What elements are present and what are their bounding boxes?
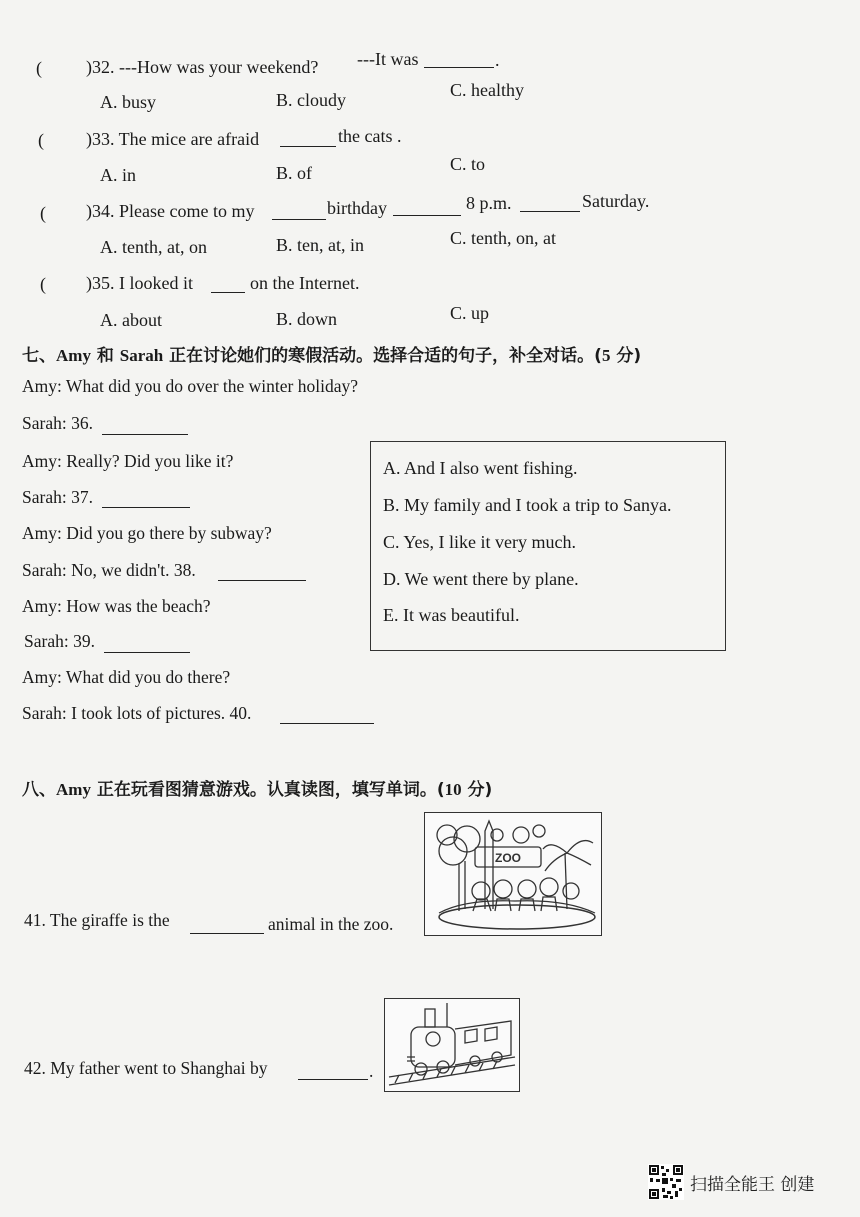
dialogue-line: Amy: Really? Did you like it?	[22, 451, 234, 471]
answer-paren: (	[40, 274, 46, 294]
heading-name: Sarah	[119, 346, 164, 365]
watermark-text: 扫描全能王 创建	[690, 1175, 815, 1195]
q39-blank[interactable]	[104, 651, 190, 653]
q41-stem-b: animal in the zoo.	[268, 914, 394, 934]
dialogue-line: Sarah: 37.	[22, 487, 93, 507]
q34-stem: )34. Please come to my	[86, 201, 255, 221]
heading-text: 分)	[461, 780, 493, 800]
heading-text: 分)	[610, 346, 642, 366]
zoo-illustration	[425, 813, 601, 935]
dialogue-line: Sarah: No, we didn't. 38.	[22, 560, 196, 580]
q35-blank[interactable]	[211, 291, 245, 293]
option-item: C. Yes, I like it very much.	[383, 532, 576, 552]
q41-blank[interactable]	[190, 932, 264, 934]
option-item: D. We went there by plane.	[383, 569, 579, 589]
q35-option-c: C. up	[450, 303, 490, 323]
dialogue-line: Sarah: I took lots of pictures. 40.	[22, 703, 252, 723]
q32-end: .	[495, 50, 500, 70]
q32-option-c: C. healthy	[450, 80, 524, 100]
q36-blank[interactable]	[102, 433, 188, 435]
heading-score: 5	[601, 346, 611, 365]
q34-blank-1[interactable]	[272, 218, 326, 220]
q37-blank[interactable]	[102, 506, 190, 508]
dialogue-line: Amy: Did you go there by subway?	[22, 523, 272, 543]
options-box	[370, 441, 726, 651]
option-item: E. It was beautiful.	[383, 605, 520, 625]
zoo-picture	[424, 812, 602, 936]
dialogue-line: Amy: What did you do over the winter holiday?	[22, 376, 358, 396]
q33-option-c: C. to	[450, 154, 486, 174]
dialogue-line: Sarah: 39.	[24, 631, 95, 651]
q42-blank[interactable]	[298, 1078, 368, 1080]
q34-stem-d: Saturday.	[582, 191, 650, 211]
heading-name: Amy	[56, 346, 91, 365]
q33-blank[interactable]	[280, 145, 336, 147]
section8-heading	[22, 775, 492, 800]
q42-stem: 42. My father went to Shanghai by	[24, 1058, 268, 1078]
q34-option-a: A. tenth, at, on	[100, 237, 207, 257]
q32-option-b: B. cloudy	[276, 90, 346, 110]
q32-blank[interactable]	[424, 66, 494, 68]
q35-stem-b: on the Internet.	[250, 273, 360, 293]
section-number: 七、	[22, 346, 56, 366]
dialogue-line: Sarah: 36.	[22, 413, 93, 433]
heading-text: 正在玩看图猜意游戏。认真读图，填写单词。(	[90, 780, 445, 800]
dialogue-line: Amy: What did you do there?	[22, 667, 231, 687]
answer-paren: (	[36, 58, 42, 78]
q34-option-b: B. ten, at, in	[276, 235, 364, 255]
qr-code-icon	[648, 1164, 684, 1200]
heading-text: 正在讨论她们的寒假活动。选择合适的句子，补全对话。(	[163, 346, 602, 366]
q32-stem-b: ---It was	[357, 49, 419, 69]
q42-end: .	[369, 1061, 374, 1081]
dialogue-line: Amy: How was the beach?	[22, 596, 211, 616]
q34-blank-3[interactable]	[520, 210, 580, 212]
section-number: 八、	[22, 780, 56, 800]
heading-score: 10	[444, 780, 462, 799]
q33-stem-b: the cats .	[338, 126, 402, 146]
answer-paren: (	[38, 130, 44, 150]
q35-stem: )35. I looked it	[86, 273, 193, 293]
q40-blank[interactable]	[280, 722, 374, 724]
q34-option-c: C. tenth, on, at	[450, 228, 556, 248]
q35-option-a: A. about	[100, 310, 162, 330]
option-item: A. And I also went fishing.	[383, 458, 578, 478]
answer-paren: (	[40, 203, 46, 223]
q34-stem-c: 8 p.m.	[466, 193, 512, 213]
q35-option-b: B. down	[276, 309, 338, 329]
q32-option-a: A. busy	[100, 92, 157, 112]
section7-heading	[22, 341, 641, 366]
scanner-watermark	[648, 1162, 848, 1202]
q41-stem: 41. The giraffe is the	[24, 910, 170, 930]
q33-option-b: B. of	[276, 163, 312, 183]
train-picture	[384, 998, 520, 1092]
heading-name: Amy	[56, 780, 91, 799]
q34-blank-2[interactable]	[393, 214, 461, 216]
q33-option-a: A. in	[100, 165, 136, 185]
option-item: B. My family and I took a trip to Sanya.	[383, 495, 672, 515]
q33-stem: )33. The mice are afraid	[86, 129, 260, 149]
zoo-sign-text: ZOO	[495, 851, 521, 865]
q34-stem-b: birthday	[327, 198, 387, 218]
heading-text: 和	[90, 346, 120, 366]
q38-blank[interactable]	[218, 579, 306, 581]
train-illustration	[385, 999, 519, 1091]
q32-stem: )32. ---How was your weekend?	[86, 57, 319, 77]
